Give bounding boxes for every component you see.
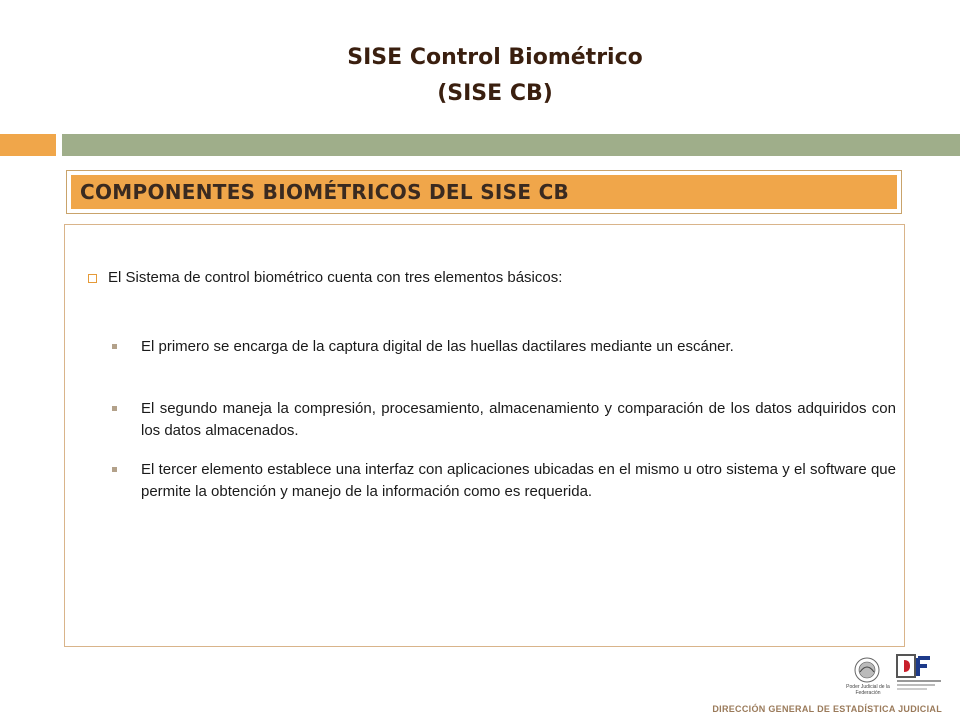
section-header-fill: [70, 174, 898, 210]
title-line-1: SISE Control Biométrico: [347, 45, 643, 70]
accent-bar-green: [62, 134, 960, 156]
square-bullet-icon: [112, 467, 117, 472]
square-bullet-icon: [112, 344, 117, 349]
slide-title: [0, 40, 960, 112]
accent-bar-orange: [0, 134, 56, 156]
sub-bullet-2: [112, 398, 896, 442]
section-header: [66, 170, 902, 214]
sub-bullet-text: El tercer elemento establece una interfaz con aplicaciones ubicadas en el mismo u otro sistema y el software que permite la obtención y manejo de la información como es requerida.: [141, 461, 896, 500]
title-line-2: (SISE CB): [437, 81, 553, 106]
square-bullet-icon: [112, 406, 117, 411]
seal-caption: Poder Judicial de la Federación: [846, 684, 890, 696]
sub-bullet-text: El primero se encarga de la captura digital de las huellas dactilares mediante un escáner.: [141, 338, 734, 355]
sub-bullet-text: El segundo maneja la compresión, procesamiento, almacenamiento y comparación de los datos adquiridos con los datos almacenados.: [141, 400, 896, 439]
section-title: COMPONENTES BIOMÉTRICOS DEL SISE CB: [80, 180, 570, 204]
main-bullet-text: El Sistema de control biométrico cuenta con tres elementos básicos:: [108, 269, 563, 286]
square-bullet-icon: [88, 274, 97, 283]
footer-text: DIRECCIÓN GENERAL DE ESTADÍSTICA JUDICIAL: [712, 704, 942, 714]
sub-bullet-3: [112, 459, 896, 503]
cjf-logo: [896, 654, 948, 694]
sub-bullet-1: [112, 336, 896, 358]
